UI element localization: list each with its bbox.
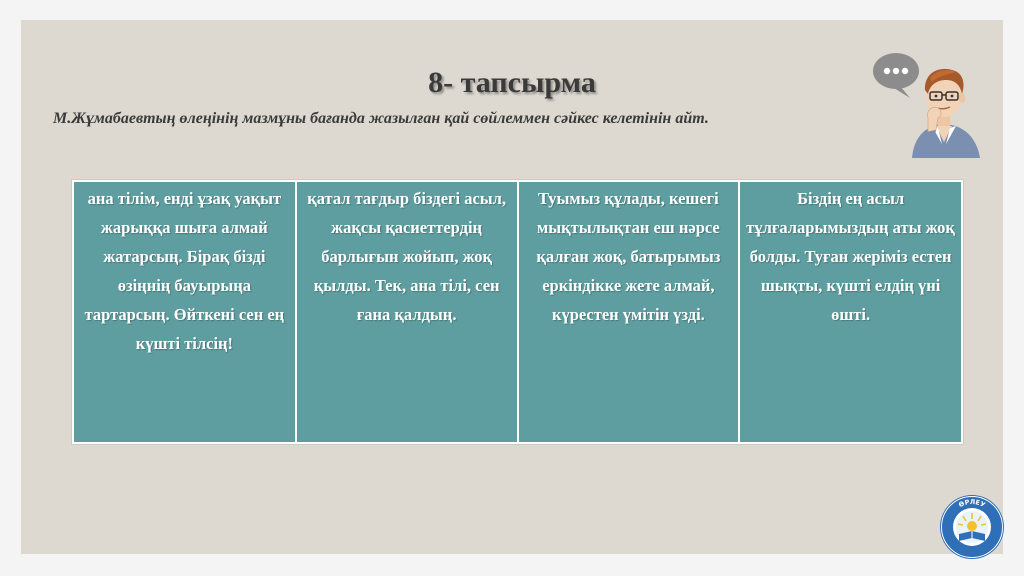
statement-cell-1[interactable]: ана тілім, енді ұзақ уақыт жарыққа шыға алмай жатарсың. Бірақ бізді өзіңнің бауырыңа тартарсың. Өйткені сен ең күшті тілсің!: [74, 182, 296, 442]
task-instruction: М.Жұмабаевтың өлеңінің мазмұны бағанда жазылған қай сөйлеммен сәйкес келетінін айт.: [53, 110, 709, 127]
statement-cell-4[interactable]: Біздің ең асыл тұлғаларымыздың аты жоқ болды. Туған жеріміз естен шықты, күшті елдің үні өшті.: [739, 182, 961, 442]
orleu-logo-icon: [939, 494, 1005, 560]
statements-table: [72, 180, 963, 444]
statement-cell-2[interactable]: қатал тағдыр біздегі асыл, жақсы қасиеттердің барлығын жойып, жоқ қылды. Тек, ана тілі, сен ғана қалдың.: [296, 182, 518, 442]
logo-ring-text: ӨРЛЕУ: [957, 497, 987, 510]
statement-cell-3[interactable]: Туымыз құлады, кешегі мықтылықтан еш нәрсе қалған жоқ, батырымыз еркіндікке жете алмай, күрестен үмітін үзді.: [518, 182, 740, 442]
statements-grid: [74, 182, 961, 442]
page-title: 8- тапсырма: [428, 66, 596, 99]
slide: [21, 20, 1003, 554]
thinking-person-icon: [870, 48, 985, 158]
speech-bubble-icon: [873, 53, 919, 98]
statements-row: [74, 182, 961, 442]
